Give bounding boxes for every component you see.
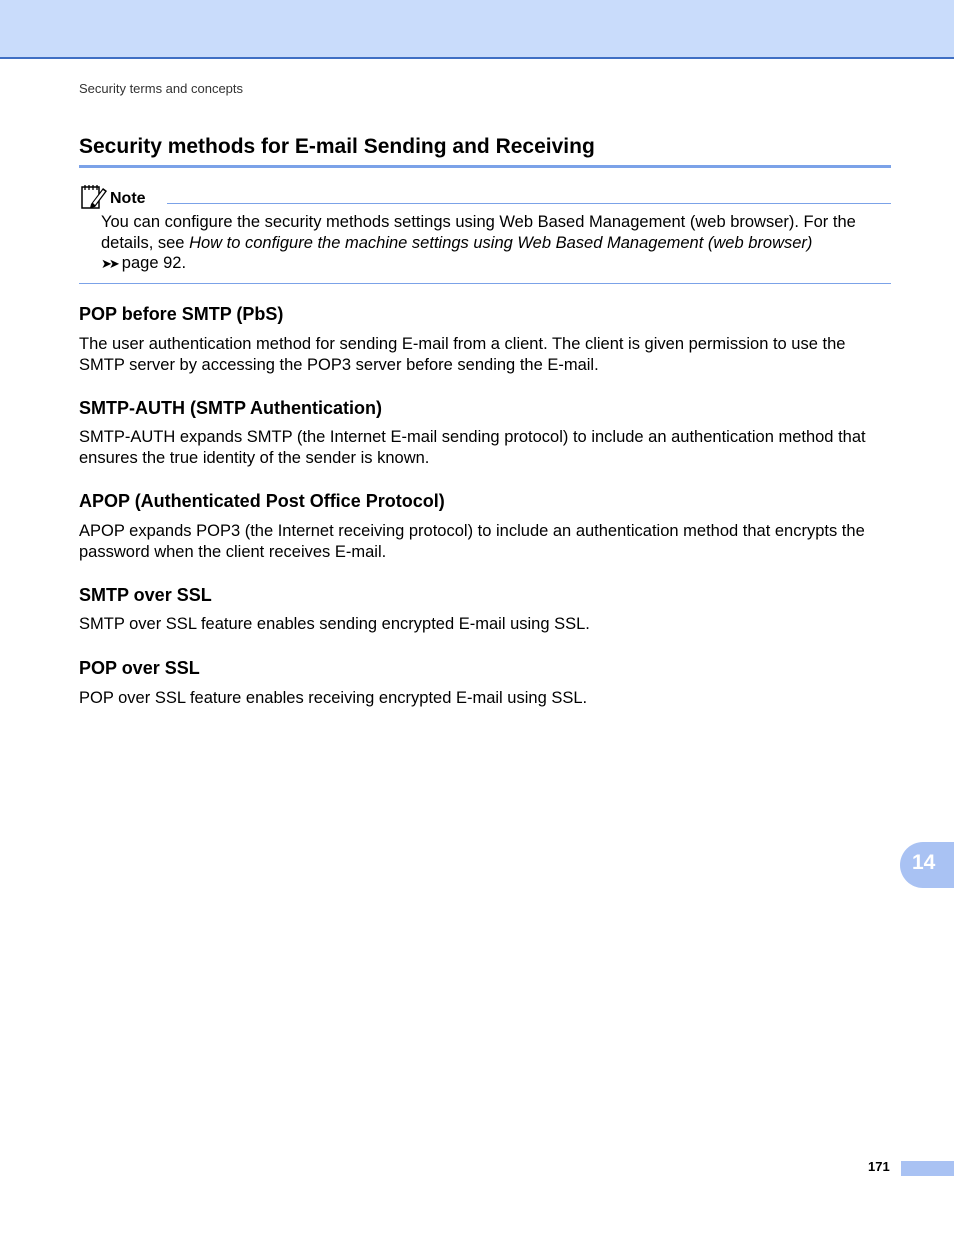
note-divider-top — [167, 203, 891, 204]
note-pencil-icon — [80, 183, 108, 211]
page-number: 171 — [868, 1159, 890, 1174]
page-title: Security methods for E-mail Sending and Receiving — [79, 135, 891, 168]
double-arrow-icon: ➤➤ — [101, 256, 117, 271]
header-band — [0, 0, 954, 59]
breadcrumb: Security terms and concepts — [79, 81, 244, 96]
section-body-apop: APOP expands POP3 (the Internet receiving protocol) to include an authentication method that encrypts the password when the client receives E-mail. — [79, 522, 865, 561]
chapter-tab[interactable] — [900, 842, 954, 888]
section-heading-apop: APOP (Authenticated Post Office Protocol) — [79, 491, 445, 511]
note-link-title[interactable]: How to configure the machine settings using Web Based Management (web browser) — [189, 233, 813, 252]
section-heading-pbs: POP before SMTP (PbS) — [79, 304, 284, 324]
page-number-bar — [901, 1161, 954, 1176]
section-heading-smtp-ssl: SMTP over SSL — [79, 585, 212, 605]
note-text — [101, 212, 896, 275]
note-page-ref[interactable]: page 92. — [121, 254, 187, 272]
note-text-body: You can configure the security methods settings using Web Based Management (web browser). For the details, see — [101, 213, 856, 252]
note-divider-bottom — [79, 283, 891, 284]
section-body-smtp-ssl: SMTP over SSL feature enables sending encrypted E-mail using SSL. — [79, 615, 590, 633]
section-body-smtp-auth: SMTP-AUTH expands SMTP (the Internet E-mail sending protocol) to include an authentication method that ensures the true identity of the sender is known. — [79, 428, 866, 467]
section-body-pbs: The user authentication method for sending E-mail from a client. The client is given permission to use the SMTP server by accessing the POP3 server before sending the E-mail. — [79, 335, 846, 374]
section-heading-smtp-auth: SMTP-AUTH (SMTP Authentication) — [79, 398, 382, 418]
note-label: Note — [110, 190, 146, 207]
section-body-pop-ssl: POP over SSL feature enables receiving encrypted E-mail using SSL. — [79, 689, 588, 707]
chapter-number: 14 — [912, 851, 936, 874]
section-heading-pop-ssl: POP over SSL — [79, 658, 200, 678]
